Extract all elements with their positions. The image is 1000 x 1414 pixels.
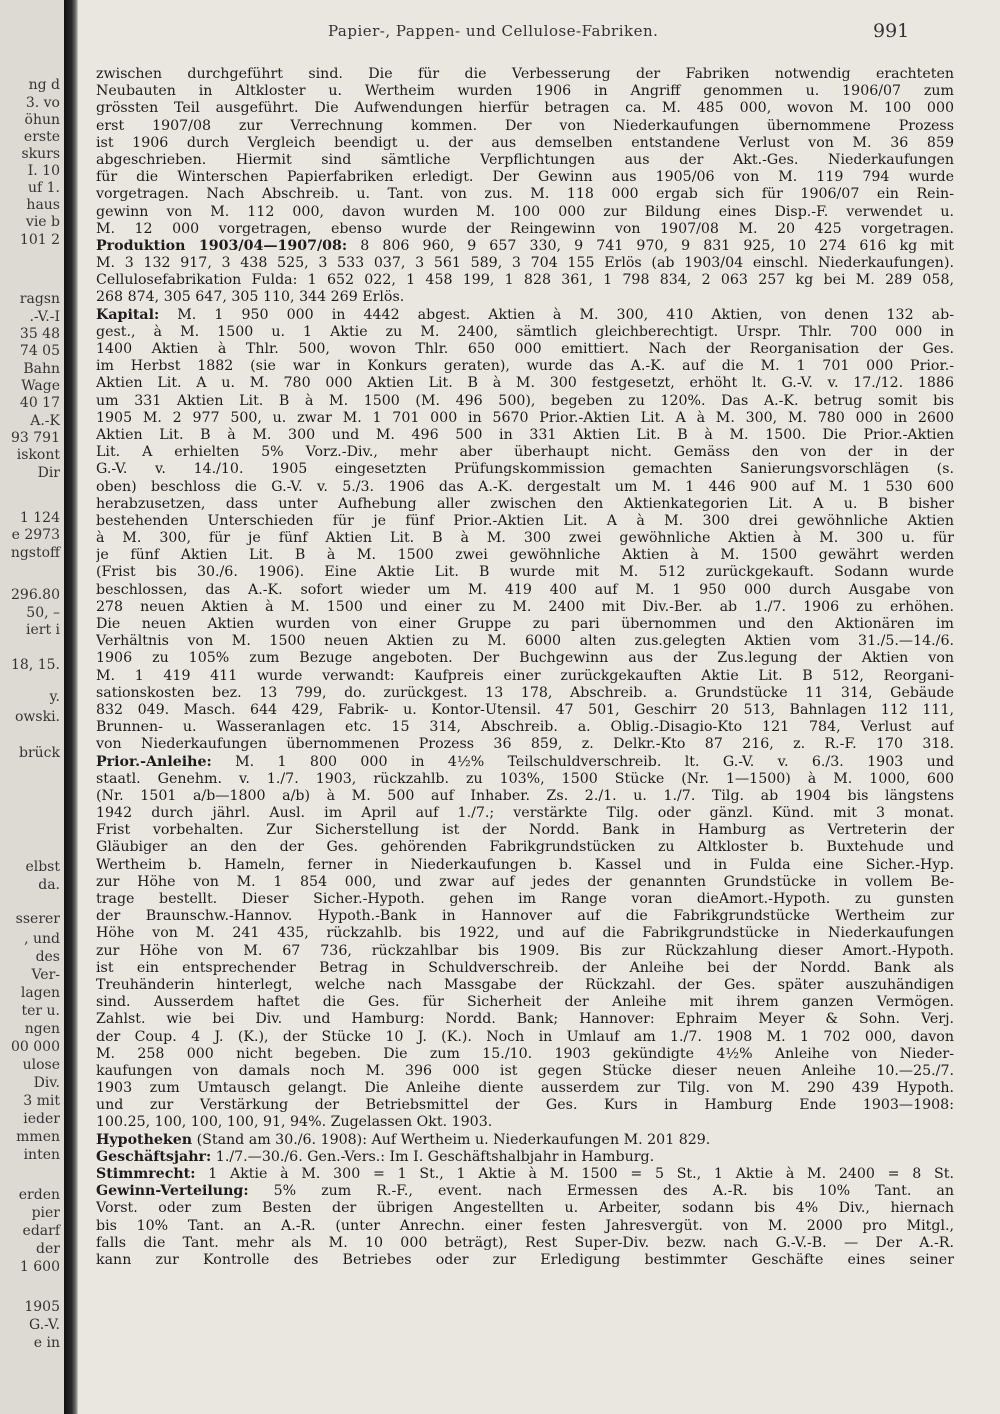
text-line — [96, 1063, 954, 1080]
text-line — [96, 668, 954, 685]
book-gutter — [64, 0, 78, 1414]
text-line — [96, 118, 954, 135]
line-text: um 331 Aktien Lit. B à M. 1500 (M. 496 500), begeben zu 120%. Das A.-K. betrug somit bis — [96, 392, 954, 409]
running-head: Papier-, Pappen- und Cellulose-Fabriken. — [328, 22, 659, 40]
line-text: falls die Tant. mehr als M. 10 000 beträgt), Rest Super-Div. bezw. nach G.-V.-B. — Der A.-R. — [96, 1234, 954, 1251]
text-line — [96, 599, 954, 616]
left-edge-fragment: pier — [31, 1205, 60, 1221]
line-text: M. 3 132 917, 3 438 525, 3 533 037, 3 561 589, 3 704 155 Erlös (ab 1903/04 einschl. Niederkaufungen). — [96, 255, 954, 272]
left-edge-fragment: erden — [18, 1187, 60, 1203]
text-line — [96, 1183, 954, 1200]
text-line — [96, 289, 954, 306]
line-text: staatl. Genehm. v. 1./7. 1903, rückzahlb. zu 103%, 1500 Stücke (Nr. 1—1500) à M. 1000, 600 — [96, 770, 954, 787]
left-edge-fragment: haus — [26, 197, 60, 213]
text-line — [96, 1200, 954, 1217]
text-line — [96, 960, 954, 977]
left-edge-fragment: inten — [23, 1147, 60, 1163]
text-line — [96, 633, 954, 650]
text-line — [96, 685, 954, 702]
section-heading: Produktion 1903/04—1907/08: — [96, 237, 348, 254]
text-line — [96, 221, 954, 238]
left-edge-fragment: 1905 — [24, 1299, 60, 1315]
text-line — [96, 358, 954, 375]
line-text: Aktien Lit. B à M. 300 und M. 496 500 in 331 Aktien Lit. B à M. 1500. Die Prior.-Aktien — [96, 426, 954, 443]
left-edge-fragment: iskont — [16, 447, 60, 463]
text-line — [96, 977, 954, 994]
left-edge-fragment: e 2973 — [11, 527, 60, 543]
line-text: M. 1 950 000 in 4442 abgest. Aktien à M. 300, 410 Aktien, von denen 132 ab- — [159, 306, 954, 323]
section-heading: Hypotheken — [96, 1131, 193, 1148]
text-line — [96, 238, 954, 255]
text-line — [96, 564, 954, 581]
text-line — [96, 1114, 954, 1131]
left-edge-fragment: Bahn — [23, 361, 60, 377]
text-line — [96, 1218, 954, 1235]
line-text: oben) beschloss die G.-V. v. 5./3. 1906 das A.-K. dergestalt um M. 1 446 900 auf M. 1 530 600 — [96, 478, 954, 495]
left-edge-fragment: G.-V. — [29, 1317, 60, 1333]
line-text: bis 10% Tant. an A.-R. (unter Anrechn. einer festen Jahresvergüt. von M. 2000 pro Mitgl., — [96, 1217, 954, 1234]
left-edge-fragment: ragsn — [19, 291, 60, 307]
text-line — [96, 324, 954, 341]
left-edge-fragment: 40 17 — [19, 395, 60, 411]
left-edge-fragment: ng d — [28, 77, 60, 93]
line-text: gewinn von M. 112 000, davon wurden M. 100 000 zur Bildung eines Disp.-F. verwendet u. — [96, 203, 954, 220]
line-text: für die Winterschen Papierfabriken erledigt. Der Gewinn aus 1905/06 von M. 119 794 wurde — [96, 169, 954, 186]
left-edge-fragment: vie b — [25, 214, 60, 230]
line-text: kann zur Kontrolle des Betriebes oder zur Erledigung bestimmter Geschäfte eines seiner — [96, 1251, 954, 1268]
line-text: Cellulosefabrikation Fulda: 1 652 022, 1 458 199, 1 828 361, 1 798 834, 2 063 257 kg bei M. 289 058, — [96, 272, 954, 289]
line-text: Brunnen- u. Wasseranlagen etc. 15 314, Abschreib. a. Oblig.-Disagio-Kto 121 784, Verlust auf — [96, 719, 954, 736]
text-line — [96, 496, 954, 513]
left-page-edge-fragments — [0, 0, 64, 1414]
line-text: ist 1906 durch Vergleich beendigt u. der aus demselben entstandene Verlust von M. 36 859 — [96, 134, 954, 151]
line-text: Vorst. oder zum Besten der übrigen Angestellten u. Arbeiter, sodann bis 4% Div., hiernach — [96, 1200, 954, 1217]
line-text: sationskosten bez. 13 799, do. zurückgest. 13 178, Abschreib. a. Grundstücke 11 314, Gebäude — [96, 684, 954, 701]
line-text: erst 1907/08 zur Verrechnung kommen. Der von Niederkaufungen übernommene Prozess — [96, 117, 954, 134]
text-line — [96, 719, 954, 736]
text-line — [96, 135, 954, 152]
text-line — [96, 1011, 954, 1028]
line-text: trage bestellt. Dieser Sicher.-Hypoth. gehen im Range voran dieAmort.-Hypoth. zu gunsten — [96, 891, 954, 907]
line-text: 1905 M. 2 977 500, u. zwar M. 1 701 000 in 5670 Prior.-Aktien Lit. A à M. 300, M. 780 000 in 2600 — [96, 409, 954, 426]
line-text: M. 258 000 nicht begeben. Die zum 15./10. 1903 gekündigte 4½% Anleihe von Nieder- — [96, 1045, 954, 1062]
left-edge-fragment: skurs — [21, 146, 60, 162]
left-edge-fragment: 1 124 — [19, 510, 60, 526]
left-edge-fragment: sserer — [15, 911, 60, 927]
left-edge-fragment: owski. — [14, 709, 60, 725]
text-line — [96, 650, 954, 667]
text-line — [96, 582, 954, 599]
line-text: 268 874, 305 647, 305 110, 344 269 Erlös. — [96, 289, 405, 306]
left-edge-fragment: des — [35, 949, 60, 965]
left-edge-fragment: 35 48 — [19, 326, 60, 342]
left-edge-fragment: ngen — [24, 1021, 60, 1037]
line-text: 8 806 960, 9 657 330, 9 741 970, 9 831 925, 10 274 616 kg mit — [347, 237, 954, 254]
line-text: abgeschrieben. Hiermit sind sämtliche Verpflichtungen aus der Akt.-Ges. Niederkaufungen — [96, 151, 954, 168]
text-line — [96, 736, 954, 753]
line-text: beschlossen, das A.-K. sofort wieder um M. 419 400 auf M. 1 950 000 durch Ausgabe von — [96, 581, 954, 598]
line-text: im Herbst 1882 (sie war in Konkurs geraten), wurde das A.-K. auf die M. 1 701 000 Prior.- — [96, 358, 954, 375]
text-line — [96, 83, 954, 100]
line-text: grössten Teil ausgeführt. Die Aufwendungen hierfür betragen ca. M. 485 000, wovon M. 100 000 — [96, 100, 954, 117]
section-heading: Gewinn-Verteilung: — [96, 1183, 249, 1200]
text-line — [96, 444, 954, 461]
text-line — [96, 479, 954, 496]
line-text: Die neuen Aktien wurden von einer Gruppe zu pari übernommen und den Aktionären im — [96, 616, 954, 632]
page-number: 991 — [873, 20, 910, 42]
text-line — [96, 822, 954, 839]
text-line — [96, 169, 954, 186]
left-edge-fragment: y. — [49, 689, 60, 705]
left-edge-fragment: Div. — [33, 1075, 60, 1091]
body-text — [96, 66, 954, 1269]
line-text: und zur Verstärkung der Betriebsmittel der Ges. Kurs in Hamburg Ende 1903—1908: — [96, 1097, 954, 1114]
line-text: herabzusetzen, dass unter Aufhebung aller zwischen den Aktienkategorien Lit. A u. B bisher — [96, 495, 954, 512]
left-edge-fragment: 3. vo — [25, 95, 60, 111]
left-edge-fragment: ngstoff — [10, 545, 60, 561]
left-edge-fragment: öhun — [24, 112, 60, 128]
left-edge-fragment: uf 1. — [27, 180, 60, 196]
left-edge-fragment: da. — [38, 877, 60, 893]
line-text: gest., à M. 1500 u. 1 Aktie zu M. 2400, sämtlich gleichberechtigt. Urspr. Thlr. 700 000 in — [96, 323, 954, 340]
line-text: Neubauten in Altkloster u. Wertheim wurden 1906 in Angriff genommen u. 1906/07 zum — [96, 83, 954, 100]
left-edge-fragment: der — [36, 1241, 60, 1257]
left-edge-fragment: ieder — [23, 1111, 60, 1127]
line-text: ist ein entsprechender Betrag in Schuldverschreib. der Anleihe bei der Nordd. Bank als — [96, 959, 954, 976]
line-text: der Braunschw.-Hannov. Hypoth.-Bank in Hannover auf die Fabrikgrundstücke Wertheim zur — [96, 908, 954, 925]
left-edge-fragment: e in — [33, 1335, 60, 1351]
text-line — [96, 272, 954, 289]
line-text: 278 neuen Aktien à M. 1500 und einer zu M. 2400 mit Div.-Ber. ab 1./7. 1906 zu erhöhen. — [96, 598, 954, 615]
line-text: M. 1 800 000 in 4½% Teilschuldverschreib. lt. G.-V. v. 6./3. 1903 und — [211, 753, 954, 770]
line-text: von Niederkaufungen übernommenen Prozess 36 859, z. Delkr.-Kto 87 216, z. R.-F. 170 318. — [96, 736, 954, 753]
left-edge-fragment: Dir — [37, 465, 60, 481]
text-line — [96, 393, 954, 410]
line-text: Frist vorbehalten. Zur Sicherstellung ist der Nordd. Bank in Hamburg as Vertreterin der — [96, 822, 954, 839]
line-text: Gläubiger an den der Ges. gehörenden Fabrikgrundstücken zu Altkloster b. Buxtehude und — [96, 839, 954, 856]
left-edge-fragment: erste — [23, 129, 60, 145]
left-edge-fragment: 18, 15. — [11, 657, 60, 673]
line-text: je fünf Aktien Lit. B à M. 1500 zwei gewöhnliche Aktien à M. 1500 gewährt werden — [96, 547, 954, 564]
text-line — [96, 375, 954, 392]
text-line — [96, 461, 954, 478]
text-line — [96, 702, 954, 719]
line-text: (Stand am 30./6. 1908): Auf Wertheim u. Niederkaufungen M. 201 829. — [192, 1131, 711, 1148]
left-edge-fragment: 50, – — [26, 605, 60, 621]
line-text: Lit. A erhielten 5% Vorz.-Div., mehr aber überhaupt nicht. Gemäss den von der in der — [96, 444, 954, 461]
line-text: Höhe von M. 241 435, rückzahlb. bis 1922, und auf die Fabrikgrundstücke in Niederkaufungen — [96, 925, 954, 942]
text-line — [96, 427, 954, 444]
section-heading: Stimmrecht: — [96, 1166, 196, 1182]
text-line — [96, 547, 954, 564]
text-line — [96, 1235, 954, 1252]
text-line — [96, 255, 954, 272]
line-text: Treuhänderin hinterlegt, welche nach Massgabe der Rückzahl. der Ges. später auszuhändigen — [96, 976, 954, 993]
line-text: Zahlst. wie bei Div. und Hamburg: Nordd. Bank; Hannover: Ephraim Meyer & Sohn. Verj. — [96, 1011, 954, 1028]
left-edge-fragment: edarf — [22, 1223, 60, 1239]
text-line — [96, 1029, 954, 1046]
text-line — [96, 100, 954, 117]
text-line — [96, 1046, 954, 1063]
text-line — [96, 341, 954, 358]
left-edge-fragment: 296.80 — [11, 587, 60, 603]
text-line — [96, 908, 954, 925]
left-edge-fragment: 00 000 — [11, 1039, 60, 1055]
left-edge-fragment: 1 600 — [19, 1259, 60, 1275]
line-text: 5% zum R.-F., event. nach Ermessen des A.-R. bis 10% Tant. an — [248, 1183, 954, 1200]
left-edge-fragment: 3 mit — [23, 1093, 60, 1109]
text-line — [96, 307, 954, 324]
line-text: 1 Aktie à M. 300 = 1 St., 1 Aktie à M. 1500 = 5 St., 1 Aktie à M. 2400 = 8 St. — [195, 1166, 954, 1182]
line-text: zwischen durchgeführt sind. Die für die Verbesserung der Fabriken notwendig erachteten — [96, 66, 954, 82]
section-heading: Prior.-Anleihe: — [96, 753, 212, 770]
left-edge-fragment: lagen — [20, 985, 60, 1001]
left-edge-fragment: 93 791 — [11, 430, 60, 446]
line-text: M. 1 419 411 wurde verwandt: Kaufpreis einer zurückgekauften Aktie Lit. B 512, Reorgani- — [96, 667, 954, 684]
line-text: zur Höhe von M. 1 854 000, und zwar auf jedes der genannten Grundstücke in vollem Be- — [96, 873, 954, 890]
text-line — [96, 874, 954, 891]
text-line — [96, 1149, 954, 1166]
line-text: 100.25, 100, 100, 100, 91, 94%. Zugelassen Okt. 1903. — [96, 1114, 493, 1131]
text-line — [96, 943, 954, 960]
line-text: 1942 durch jährl. Ausl. im April auf 1./7.; verstärkte Tilg. oder gänzl. Künd. mit 3 monat. — [96, 805, 954, 822]
line-text: der Coup. 4 J. (K.), der Stücke 10 J. (K.). Noch in Umlauf am 1./7. 1908 M. 1 702 000, davon — [96, 1028, 954, 1045]
text-line — [96, 1252, 954, 1269]
text-line — [96, 204, 954, 221]
text-line — [96, 994, 954, 1011]
line-text: zur Höhe von M. 67 736, rückzahlbar bis 1909. Bis zur Rückzahlung dieser Amort.-Hypoth. — [96, 942, 954, 959]
left-edge-fragment: Ver- — [31, 967, 60, 983]
text-line — [96, 805, 954, 822]
text-line — [96, 891, 954, 908]
left-edge-fragment: mmen — [16, 1129, 60, 1145]
line-text: G.-V. v. 14./10. 1905 eingesetzten Prüfungskommission gemachten Sanierungsvorschlägen (s. — [96, 461, 954, 478]
text-line — [96, 66, 954, 83]
line-text: vorgetragen. Nach Abschreib. u. Tant. von zus. M. 118 000 ergab sich für 1906/07 ein Rein- — [96, 186, 954, 203]
line-text: 1903 zum Umtausch gelangt. Die Anleihe diente ausserdem zur Tilg. von M. 290 439 Hypoth. — [96, 1080, 954, 1097]
text-line — [96, 788, 954, 805]
line-text: sind. Ausserdem haftet die Ges. für Sicherheit der Anleihe mit ihrem ganzen Vermögen. — [96, 994, 954, 1011]
text-line — [96, 410, 954, 427]
left-edge-fragment: ulose — [22, 1057, 60, 1073]
text-line — [96, 530, 954, 547]
text-line — [96, 513, 954, 530]
line-text: 1./7.—30./6. Gen.-Vers.: Im I. Geschäftshalbjahr in Hamburg. — [211, 1148, 655, 1165]
line-text: bestehenden Unterschieden für je fünf Prior.-Aktien Lit. A à M. 300 drei gewöhnliche Aktien — [96, 512, 954, 529]
line-text: (Nr. 1501 a/b—1800 a/b) à M. 500 auf Inhaber. Zs. 2./1. u. 1./7. Tilg. ab 1904 bis längstens — [96, 787, 954, 804]
text-line — [96, 1166, 954, 1183]
left-edge-fragment: A.-K — [30, 413, 60, 429]
line-text: M. 12 000 vorgetragen, ebenso wurde der Reingewinn von 1907/08 M. 20 425 vorgetragen. — [96, 220, 954, 237]
line-text: Verhältnis von M. 1500 neuen Aktien zu M. 6000 alten zus.gelegten Aktien vom 31./5.—14./6. — [96, 633, 954, 650]
text-line — [96, 754, 954, 771]
left-edge-fragment: I. 10 — [27, 163, 60, 179]
left-edge-fragment: brück — [19, 745, 60, 761]
line-text: 1906 zu 105% zum Bezuge angeboten. Der Buchgewinn aus der Zus.legung der Aktien von — [96, 650, 954, 667]
line-text: Wertheim b. Hameln, ferner in Niederkaufungen b. Kassel und in Fulda eine Sicher.-Hyp. — [96, 856, 954, 873]
line-text: Aktien Lit. A u. M. 780 000 Aktien Lit. B à M. 300 festgesetzt, erhöht lt. G.-V. v. 17./12. 1886 — [96, 375, 954, 392]
section-heading: Kapital: — [96, 306, 160, 323]
text-line — [96, 925, 954, 942]
text-line — [96, 1080, 954, 1097]
left-edge-fragment: .-V.-I — [29, 309, 60, 325]
left-edge-fragment: 74 05 — [19, 343, 60, 359]
text-line — [96, 771, 954, 788]
text-line — [96, 839, 954, 856]
text-line — [96, 186, 954, 203]
text-line — [96, 1097, 954, 1114]
text-line — [96, 1132, 954, 1149]
line-text: kaufungen von damals noch M. 396 000 ist gegen Stücke dieser neuen Anleihe 10.—25./7. — [96, 1062, 954, 1079]
left-edge-fragment: elbst — [25, 859, 60, 875]
section-heading: Geschäftsjahr: — [96, 1148, 212, 1165]
line-text: 1400 Aktien à Thlr. 500, wovon Thlr. 650 000 emittiert. Nach der Reorganisation der Ges. — [96, 341, 954, 357]
left-edge-fragment: , und — [24, 931, 60, 947]
left-edge-fragment: ter u. — [21, 1003, 60, 1019]
left-edge-fragment: iert i — [25, 622, 60, 638]
text-line — [96, 616, 954, 633]
left-edge-fragment: Wage — [21, 378, 60, 394]
text-line — [96, 857, 954, 874]
page — [96, 0, 964, 1414]
left-edge-fragment: 101 2 — [19, 232, 60, 248]
line-text: à M. 300, für je fünf Aktien Lit. B à M. 300 zwei gewöhnliche Aktien à M. 300 u. für — [96, 530, 954, 547]
line-text: 832 049. Masch. 644 429, Fabrik- u. Kontor-Utensil. 47 501, Geschirr 20 513, Bahnlagen 112 111, — [96, 701, 954, 718]
line-text: (Frist bis 30./6. 1906). Eine Aktie Lit. B wurde mit M. 512 zurückgekauft. Sodann wurde — [96, 564, 954, 581]
text-line — [96, 152, 954, 169]
